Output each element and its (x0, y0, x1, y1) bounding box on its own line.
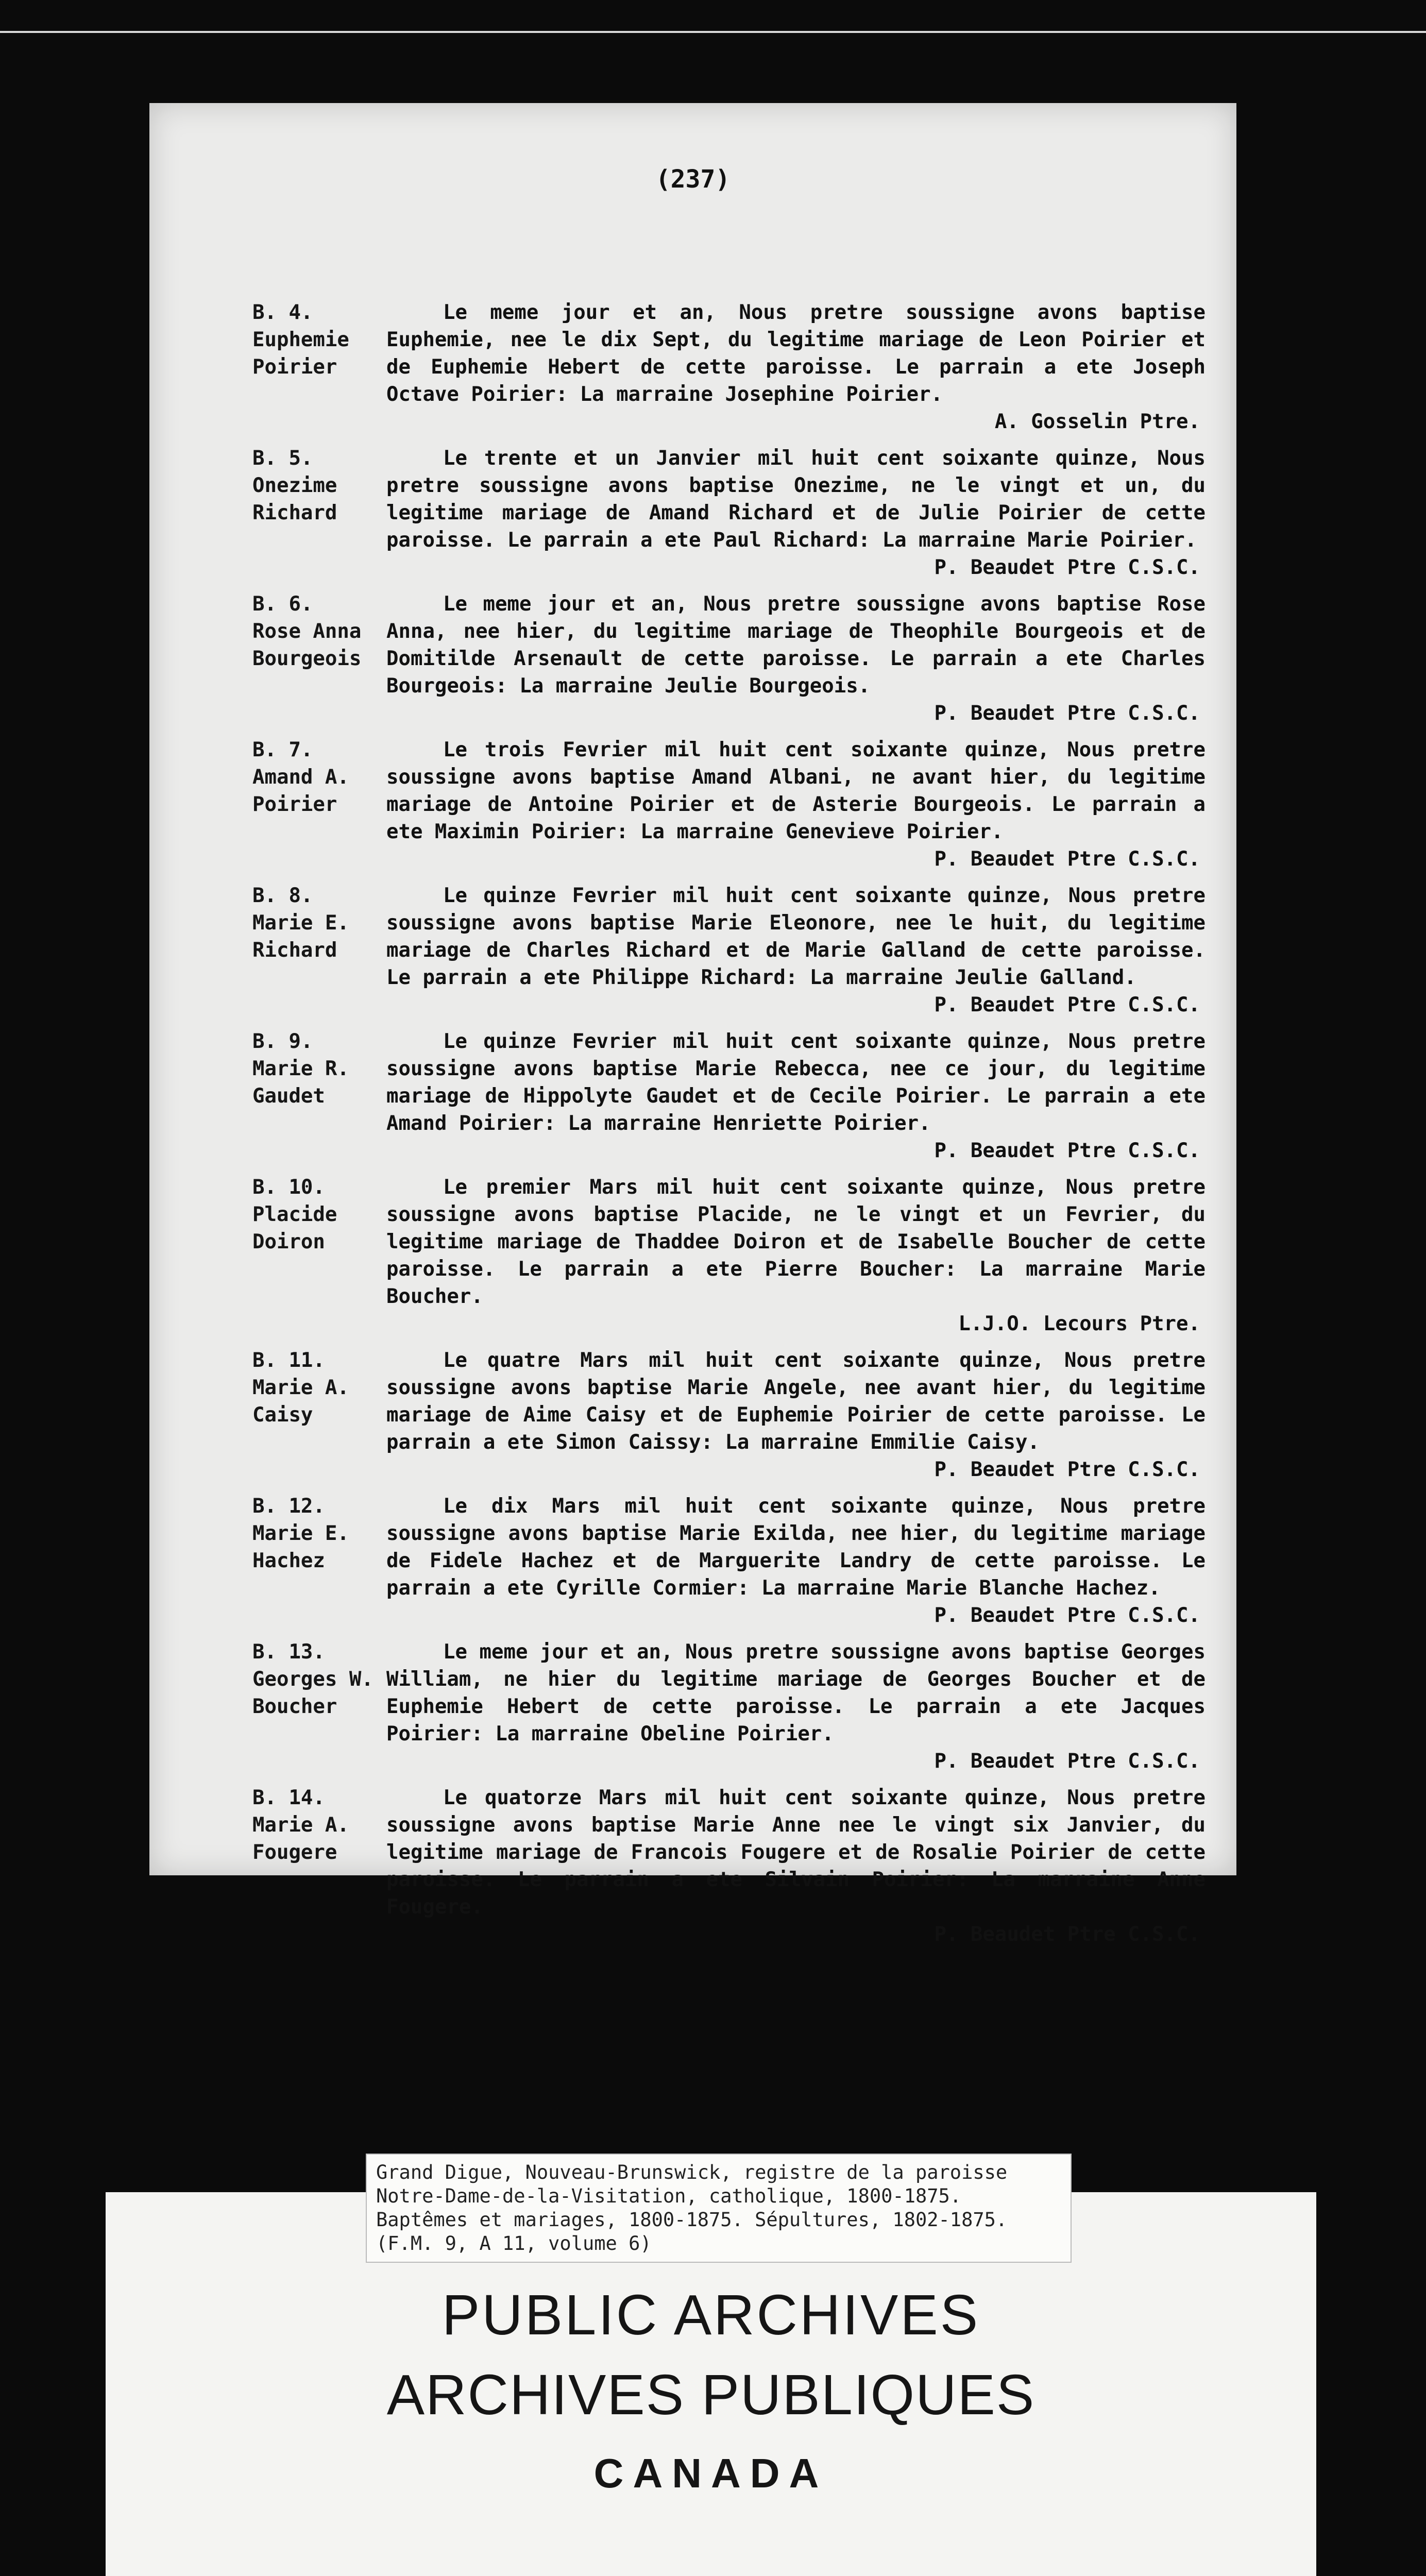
entry-margin-note (252, 590, 402, 672)
entry-child-name: Placide Doiron (252, 1203, 337, 1253)
entry-child-name: Marie A. Fougere (252, 1814, 349, 1864)
archives-title-english: PUBLIC ARCHIVES (442, 2283, 980, 2347)
baptism-entry (252, 1638, 1206, 1775)
baptism-entry (252, 736, 1206, 873)
entry-signature: P. Beaudet Ptre C.S.C. (934, 1458, 1200, 1481)
entry-number: B. 12. (252, 1495, 325, 1518)
entry-margin-note (252, 882, 402, 964)
entry-child-name: Rose Anna Bourgeois (252, 620, 362, 670)
entry-child-name: Marie E. Richard (252, 911, 349, 962)
baptism-entry (252, 1028, 1206, 1164)
entry-number: B. 6. (252, 592, 313, 616)
baptism-entry (252, 1784, 1206, 1948)
baptism-entry (252, 299, 1206, 435)
entry-margin-note (252, 1784, 402, 1866)
entry-margin-note (252, 1347, 402, 1429)
entry-number: B. 7. (252, 738, 313, 761)
entry-signature: A. Gosselin Ptre. (994, 410, 1200, 433)
archives-title-french: ARCHIVES PUBLIQUES (386, 2363, 1035, 2427)
entry-text: Le dix Mars mil huit cent soixante quinze, Nous pretre soussigne avons baptise Marie Exilda, nee hier, du legitime mariage de Fidele Hachez et de Marguerite Landry de cette paroisse. Le parrain a ete Cyrille Cormier: La marraine Marie Blanche Hachez. (386, 1495, 1206, 1600)
film-frame-top-line (0, 31, 1426, 33)
baptism-entry (252, 882, 1206, 1019)
baptism-entry (252, 1493, 1206, 1629)
entry-signature: P. Beaudet Ptre C.S.C. (934, 1139, 1200, 1162)
entry-text: Le meme jour et an, Nous pretre soussigne avons baptise Euphemie, nee le dix Sept, du legitime mariage de Leon Poirier et de Euphemie Hebert de cette paroisse. Le parrain a ete Joseph Octave Poirier: La marraine Josephine Poirier. (386, 301, 1206, 406)
entry-signature: P. Beaudet Ptre C.S.C. (934, 1923, 1200, 1946)
entry-text: Le quatre Mars mil huit cent soixante quinze, Nous pretre soussigne avons baptise Marie Angele, nee avant hier, du legitime mariage de Aime Caisy et de Euphemie Poirier de cette paroisse. Le parrain a ete Simon Caissy: La marraine Emmilie Caisy. (386, 1349, 1206, 1454)
baptism-entry (252, 1174, 1206, 1337)
entry-child-name: Marie R. Gaudet (252, 1057, 349, 1108)
page-number: (237) (655, 165, 731, 194)
baptism-entry (252, 1347, 1206, 1483)
entry-child-name: Marie A. Caisy (252, 1376, 349, 1427)
entry-number: B. 14. (252, 1786, 325, 1809)
entry-number: B. 10. (252, 1176, 325, 1199)
entry-signature: P. Beaudet Ptre C.S.C. (934, 993, 1200, 1016)
entry-margin-note (252, 1638, 402, 1720)
entry-signature: P. Beaudet Ptre C.S.C. (934, 1750, 1200, 1773)
entry-number: B. 4. (252, 301, 313, 324)
entry-margin-note (252, 299, 402, 381)
entry-child-name: Amand A. Poirier (252, 766, 349, 816)
entry-signature: P. Beaudet Ptre C.S.C. (934, 702, 1200, 725)
baptism-entry (252, 445, 1206, 581)
entry-child-name: Euphemie Poirier (252, 328, 349, 379)
entry-margin-note (252, 736, 402, 818)
entry-signature: P. Beaudet Ptre C.S.C. (934, 556, 1200, 579)
entry-margin-note (252, 445, 402, 527)
baptism-entries (252, 299, 1206, 1957)
entry-child-name: Marie E. Hachez (252, 1522, 349, 1572)
archives-country: CANADA (593, 2450, 828, 2496)
entry-text: Le premier Mars mil huit cent soixante quinze, Nous pretre soussigne avons baptise Placide, ne le vingt et un Fevrier, du legitime mariage de Thaddee Doiron et de Isabelle Boucher de cette paroisse. Le parrain a ete Pierre Boucher: La marraine Marie Boucher. (386, 1176, 1206, 1308)
entry-text: Le meme jour et an, Nous pretre soussigne avons baptise Georges William, ne hier du legitime mariage de Georges Boucher et de Euphemie Hebert de cette paroisse. Le parrain a ete Jacques Poirier: La marraine Obeline Poirier. (386, 1640, 1206, 1745)
entry-signature: P. Beaudet Ptre C.S.C. (934, 1604, 1200, 1627)
entry-text: Le quinze Fevrier mil huit cent soixante quinze, Nous pretre soussigne avons baptise Marie Rebecca, nee ce jour, du legitime mariage de Hippolyte Gaudet et de Cecile Poirier. Le parrain a ete Amand Poirier: La marraine Henriette Poirier. (386, 1030, 1206, 1135)
entry-margin-note (252, 1028, 402, 1110)
entry-child-name: Georges W. Boucher (252, 1668, 374, 1718)
entry-text: Le trente et un Janvier mil huit cent soixante quinze, Nous pretre soussigne avons baptise Onezime, ne le vingt et un, du legitime mariage de Amand Richard et de Julie Poirier de cette paroisse. Le parrain a ete Paul Richard: La marraine Marie Poirier. (386, 447, 1206, 552)
entry-number: B. 13. (252, 1640, 325, 1664)
entry-signature: L.J.O. Lecours Ptre. (958, 1312, 1200, 1335)
entry-margin-note (252, 1174, 402, 1256)
entry-child-name: Onezime Richard (252, 474, 337, 524)
archives-card (106, 2161, 1316, 2576)
entry-text: Le quinze Fevrier mil huit cent soixante quinze, Nous pretre soussigne avons baptise Marie Eleonore, nee le huit, du legitime mariage de Charles Richard et de Marie Galland de cette paroisse. Le parrain a ete Philippe Richard: La marraine Jeulie Galland. (386, 884, 1206, 989)
entry-number: B. 9. (252, 1030, 313, 1053)
entry-number: B. 11. (252, 1349, 325, 1372)
baptism-entry (252, 590, 1206, 727)
entry-signature: P. Beaudet Ptre C.S.C. (934, 848, 1200, 871)
entry-margin-note (252, 1493, 402, 1574)
entry-number: B. 8. (252, 884, 313, 907)
entry-number: B. 5. (252, 447, 313, 470)
archive-source-label: Grand Digue, Nouveau-Brunswick, registre de la paroisse Notre-Dame-de-la-Visitation, catholique, 1800-1875. Baptêmes et mariages, 1800-1875. Sépultures, 1802-1875. (F.M. 9, A 11, volume 6) (366, 2154, 1072, 2263)
entry-text: Le meme jour et an, Nous pretre soussigne avons baptise Rose Anna, nee hier, du legitime mariage de Theophile Bourgeois et de Domitilde Arsenault de cette paroisse. Le parrain a ete Charles Bourgeois: La marraine Jeulie Bourgeois. (386, 592, 1206, 698)
register-page (149, 103, 1236, 1946)
entry-text: Le quatorze Mars mil huit cent soixante quinze, Nous pretre soussigne avons baptise Marie Anne nee le vingt six Janvier, du legitime mariage de Francois Fougere et de Rosalie Poirier de cette paroisse. Le parrain a ete Silvain Poirier: La marraine Anne Fougere. (386, 1786, 1206, 1919)
entry-text: Le trois Fevrier mil huit cent soixante quinze, Nous pretre soussigne avons baptise Amand Albani, ne avant hier, du legitime mariage de Antoine Poirier et de Asterie Bourgeois. Le parrain a ete Maximin Poirier: La marraine Genevieve Poirier. (386, 738, 1206, 843)
